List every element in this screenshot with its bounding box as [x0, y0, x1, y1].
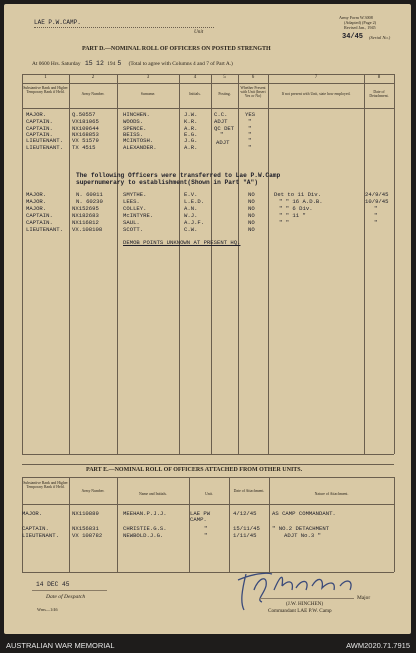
part-e-header-unit: Unit.	[205, 492, 213, 496]
signed-title: Commandant LAE P.W. Camp	[268, 608, 332, 614]
row-rank: CAPTAIN.	[26, 131, 53, 138]
transfer-row-employed: " " 11 "	[279, 212, 306, 219]
transfer-row-present: NO	[248, 205, 255, 212]
col-divider	[268, 74, 269, 454]
form-ref-1: Army Form W.3008	[339, 15, 373, 20]
column-header-date: Date of Detachment.	[369, 90, 389, 99]
column-header-posting: Posting.	[218, 92, 231, 96]
part-e-row-unit: "	[204, 525, 208, 532]
row-number: NX168853	[72, 131, 99, 138]
column-header-initials: Initials.	[189, 92, 201, 96]
date-year: 5	[117, 60, 122, 67]
part-e-header-name: Name and Initials.	[139, 492, 167, 496]
transfer-row-initials: A.J.F.	[184, 219, 205, 226]
part-e-row-unit: LAE PW CAMP.	[190, 510, 211, 523]
transfer-row-rank: CAPTAIN.	[26, 212, 53, 219]
column-header-surname: Surname.	[140, 92, 156, 96]
transfer-row-employed: " " 16 A.D.B.	[279, 198, 323, 205]
transfer-row-date: "	[374, 205, 378, 212]
transfer-row-initials: L.E.D.	[184, 198, 205, 205]
row-initials: K.R.	[184, 118, 198, 125]
transfer-row-date: "	[374, 212, 378, 219]
col-divider	[22, 74, 23, 454]
column-number: 5	[223, 75, 226, 80]
part-e-title-border	[22, 477, 394, 478]
transfer-row-number: VX.108108	[72, 226, 103, 233]
transfer-row-rank: CAPTAIN.	[26, 219, 53, 226]
unit-underline	[34, 27, 214, 28]
at-line	[32, 60, 233, 67]
row-initials: J.G.	[184, 137, 198, 144]
transfer-row-date: "	[374, 219, 378, 226]
row-initials: E.G.	[184, 131, 198, 138]
part-e-header-border	[22, 504, 394, 505]
column-number: 3	[146, 75, 150, 80]
transfer-row-employed: " "	[279, 219, 290, 226]
despatch-date-label: Date of Despatch	[46, 594, 86, 600]
row-posting: QC DET	[214, 125, 235, 132]
transfer-row-initials: E.V.	[184, 191, 198, 198]
footer-left-label: AUSTRALIAN WAR MEMORIAL	[6, 641, 115, 650]
col-divider	[117, 74, 118, 454]
column-header-rank: Substantive Rank and Higher Temporary Rank if Held.	[23, 86, 68, 95]
date-month: 12	[96, 60, 104, 67]
transfer-row-initials: A.N.	[184, 205, 198, 212]
part-e-row-rank: LIEUTENANT.	[22, 532, 59, 539]
transfer-row-number: NX152695	[72, 205, 99, 212]
part-e-row-nature: " NO.2 DETACHMENT	[272, 525, 330, 532]
transfer-row-present: NO	[248, 191, 255, 198]
footer-right-label: AWM2020.71.7915	[346, 641, 410, 650]
part-e-row-name: CHRISTIE.G.S.	[123, 525, 167, 532]
year-prefix: 194	[107, 61, 116, 67]
transfer-row-present: NO	[248, 198, 255, 205]
part-e-header-number: Army Number.	[81, 489, 105, 493]
col-divider	[179, 74, 180, 454]
row-initials: A.R.	[184, 144, 198, 151]
row-initials: J.W.	[184, 111, 198, 118]
unit-name: LAE P.W.CAMP.	[34, 19, 81, 26]
column-number: 2	[91, 75, 95, 80]
row-surname: HINCHEN.	[123, 111, 150, 118]
row-rank: LIEUTENANT.	[26, 137, 63, 144]
transfer-row-rank: MAJOR.	[26, 205, 47, 212]
transfer-row-number: N. 60230	[76, 198, 103, 205]
transfer-note-line-1: The following Officers were transferred to Lae P.W.Camp	[76, 172, 281, 179]
transfer-row-initials: W.J.	[184, 212, 198, 219]
transfer-row-date: 24/9/45	[365, 191, 389, 198]
demob-note: DEMOB POINTS UNKNOWN AT PRESENT HQ.	[123, 239, 241, 246]
row-posting: ADJT	[216, 139, 230, 146]
row-number: TX 4515	[72, 144, 96, 151]
transfer-row-surname: COLLEY.	[123, 205, 147, 212]
row-number: VX 51579	[72, 137, 99, 144]
row-present: "	[248, 144, 252, 151]
part-e-row-number: NX156831	[72, 525, 99, 532]
signed-name: (J.W. HINCHEN)	[286, 601, 324, 607]
part-e-row-date: 1/11/45	[233, 532, 257, 539]
part-e-row-number: VX 108782	[72, 532, 103, 539]
part-e-row-name: MEEHAN.P.J.J.	[123, 510, 167, 517]
part-e-header-nature: Nature of Attachment.	[314, 492, 349, 496]
transfer-row-employed: " " 6 Div.	[279, 205, 313, 212]
table-bottom-border	[22, 454, 394, 455]
row-rank: LIEUTENANT.	[26, 144, 63, 151]
column-number: 4	[193, 75, 197, 80]
row-posting: ADJT	[214, 118, 228, 125]
row-number: Q.50557	[72, 111, 96, 118]
row-present: "	[248, 125, 252, 132]
part-e-row-unit: "	[204, 532, 208, 539]
signature-line	[259, 598, 354, 599]
transfer-row-present: NO	[248, 212, 255, 219]
unit-label: Unit	[194, 29, 204, 35]
form-document	[4, 4, 411, 634]
part-e-header-rank: Substantive Rank and Higher Temporary Rank if Held.	[23, 481, 68, 490]
row-surname: ALEXANDER.	[123, 144, 157, 151]
form-ref-2: (Adapted) (Page 2)	[344, 20, 377, 25]
column-number: 8	[377, 75, 381, 80]
transfer-row-number: NX182683	[72, 212, 99, 219]
column-header-employed: If not present with Unit, state how employed.	[281, 92, 351, 96]
part-e-top-border	[22, 464, 394, 465]
transfer-row-surname: SAUL.	[123, 219, 140, 226]
col-divider	[238, 74, 239, 454]
header-bottom-border	[22, 108, 394, 109]
at-line-suffix: (Total to agree with Columns 4 and 7 of Part A.)	[128, 61, 233, 67]
date-day: 15	[84, 60, 93, 67]
part-e-row-rank: CAPTAIN.	[22, 525, 49, 532]
col-divider	[394, 74, 395, 454]
column-number: 7	[314, 75, 318, 80]
column-number: 1	[44, 75, 47, 80]
transfer-row-surname: LEES.	[123, 198, 140, 205]
row-present: "	[248, 118, 252, 125]
transfer-row-employed: Det to 11 Div.	[274, 191, 321, 198]
despatch-date-line	[32, 590, 107, 591]
printer-code: Wrns—1/46	[37, 607, 58, 612]
col-divider	[394, 477, 395, 572]
archive-footer	[0, 636, 416, 653]
part-e-row-nature: ADJT No.3 "	[284, 532, 321, 539]
transfer-row-rank: LIEUTENANT.	[26, 226, 63, 233]
transfer-row-initials: C.W.	[184, 226, 198, 233]
transfer-row-date: 10/9/45	[365, 198, 389, 205]
despatch-date: 14 DEC 45	[36, 581, 70, 588]
column-number: 6	[251, 75, 255, 80]
column-header-number: Army Number.	[81, 92, 105, 96]
row-surname: SPENCE.	[123, 125, 147, 132]
table-top-border	[22, 74, 394, 75]
row-posting: "	[220, 131, 224, 138]
transfer-note-line-2: supernumerary to establishment(Shown in Part "A")	[76, 179, 258, 186]
row-number: NX109644	[72, 125, 99, 132]
col-divider	[211, 74, 212, 454]
transfer-row-surname: McINTYRE.	[123, 212, 154, 219]
serial-number: 34/45	[342, 33, 364, 41]
transfer-row-rank: MAJOR.	[26, 198, 47, 205]
part-d-title: PART D.—NOMINAL ROLL OF OFFICERS ON POSTED STRENGTH	[82, 46, 271, 52]
transfer-row-present: NO	[248, 226, 255, 233]
part-e-header-date: Date of Attachment.	[233, 489, 265, 493]
transfer-row-number: N. 60011	[76, 191, 103, 198]
form-ref-3: Revised Jan., 1945	[344, 25, 376, 30]
row-surname: BEISS.	[123, 131, 144, 138]
row-rank: CAPTAIN.	[26, 125, 53, 132]
part-e-row-date: 4/12/45	[233, 510, 257, 517]
row-surname: WOODS.	[123, 118, 144, 125]
transfer-row-number: NX116812	[72, 219, 99, 226]
part-e-row-nature: AS CAMP COMMANDANT.	[272, 510, 336, 517]
transfer-row-surname: SMYTHE.	[123, 191, 147, 198]
part-e-title: PART E.—NOMINAL ROLL OF OFFICERS ATTACHED FROM OTHER UNITS.	[86, 467, 303, 473]
row-posting: C.C.	[214, 111, 228, 118]
part-e-row-name: NEWBOLD.J.G.	[123, 532, 164, 539]
row-present: YES	[245, 111, 256, 118]
transfer-row-surname: SCOTT.	[123, 226, 144, 233]
row-initials: A.R.	[184, 125, 198, 132]
row-present: "	[248, 131, 252, 138]
row-rank: MAJOR.	[26, 111, 47, 118]
part-e-row-number: NX110889	[72, 510, 99, 517]
row-surname: MCINTOSH.	[123, 137, 154, 144]
part-e-row-date: 15/11/45	[233, 525, 260, 532]
col-divider	[69, 74, 70, 454]
signature-rank: Major	[357, 595, 371, 601]
at-line-prefix: At 0600 Hrs. Saturday	[32, 61, 81, 67]
column-header-present: Whether Present with Unit (Insert Yes or No)	[240, 86, 266, 99]
row-number: VX181065	[72, 118, 99, 125]
row-present: "	[248, 137, 252, 144]
row-rank: CAPTAIN.	[26, 118, 53, 125]
col-number-border	[22, 83, 394, 84]
col-divider	[364, 74, 365, 454]
serial-label: (Serial No.)	[369, 35, 391, 40]
transfer-row-present: NO	[248, 219, 255, 226]
part-e-row-rank: MAJOR.	[22, 510, 43, 517]
transfer-row-rank: MAJOR.	[26, 191, 47, 198]
